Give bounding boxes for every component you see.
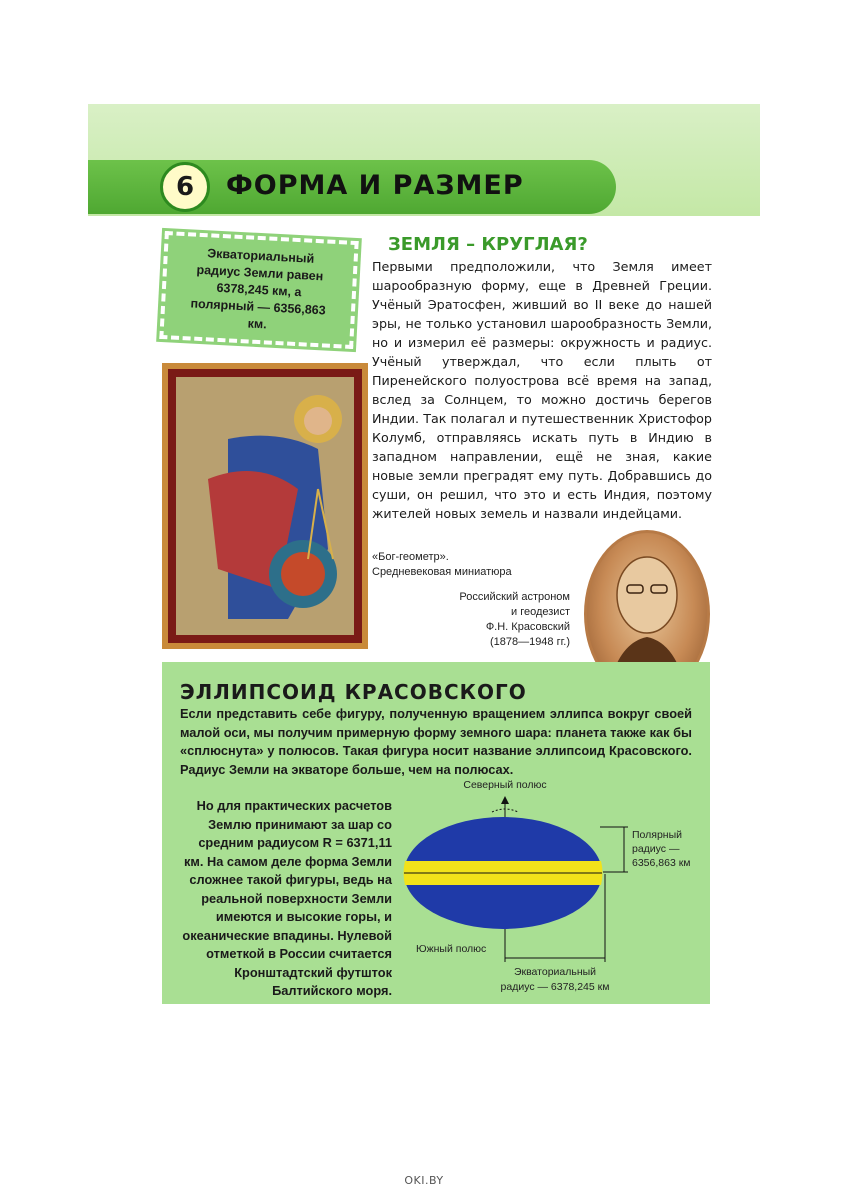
chapter-number: 6 — [160, 162, 210, 212]
equatorial-radius-label-2: радиус — 6378,245 км — [500, 981, 610, 993]
portrait-caption-line1: Российский астроном — [459, 591, 570, 603]
polar-radius-label-3: 6356,863 км — [632, 857, 691, 869]
portrait-caption — [400, 590, 570, 650]
portrait-caption-line3: Ф.Н. Красовский — [485, 621, 570, 633]
miniature-caption-title: «Бог-геометр». — [372, 551, 449, 563]
portrait-caption-line2: и геодезист — [511, 606, 570, 618]
polar-radius-label-2: радиус — — [632, 843, 680, 855]
watermark: OKI.BY — [404, 1174, 444, 1187]
section2-column-text: Но для практических расчетов Землю принимают за шар со средним радиусом R = 6371,11 км. На самом деле форма Земли сложнее такой фигуры, ведь на реальной поверхности Земли имеются и высокие горы, и океанические впадины. Нулевой отметкой в России считается Кронштадтский футшток Балтийского моря. — [182, 798, 392, 998]
section1-title: ЗЕМЛЯ – КРУГЛАЯ? — [388, 234, 588, 255]
axis-arrow-icon — [501, 796, 509, 804]
miniature-caption — [372, 550, 512, 580]
fact-stamp-text: Экваториальный радиус Земли равен 6378,245 км, а полярный — 6356,863 км. — [190, 245, 327, 331]
north-pole-label: Северный полюс — [463, 779, 547, 791]
chapter-title: ФОРМА И РАЗМЕР — [226, 170, 524, 201]
portrait-caption-line4: (1878—1948 гг.) — [489, 636, 570, 648]
ellipsoid-diagram — [400, 772, 708, 997]
equatorial-radius-label-1: Экваториальный — [513, 966, 597, 978]
section1-body: Первыми предположили, что Земля имеет шарообразную форму, еще в Древней Греции. Учёный Эратосфен, живший во II веке до нашей эры, не только установил шарообразность Земли, но и измерил её размеры: окружность и радиус. Учёный утверждал, что если плыть от Пиренейского полуострова всё время на запад, вслед за Солнцем, то можно достичь берегов Индии. Так полагал и путешественник Христофор Колумб, отправляясь искать путь в Индию в западном направлении, ещё не зная, какие новые земли преградят ему путь. Добравшись до суши, он решил, что это и есть Индия, поэтому жителей новых земель и назвали индейцами. — [372, 259, 712, 521]
south-pole-label: Южный полюс — [416, 943, 487, 955]
section2-title: ЭЛЛИПСОИД КРАСОВСКОГО — [180, 680, 527, 704]
section2-body: Если представить себе фигуру, полученную вращением эллипса вокруг своей малой оси, мы получим примерную форму земного шара: планета также как бы «сплюснута» у полюсов. Такая фигура носит название эллипсоид Красовского. Радиус Земли на экваторе больше, чем на полюсах. — [180, 706, 692, 777]
polar-radius-label-1: Полярный — [632, 829, 683, 841]
miniature-caption-sub: Средневековая миниатюра — [372, 566, 512, 578]
god-geometer-miniature — [162, 363, 368, 649]
miniature-illustration — [168, 369, 362, 643]
fact-stamp — [159, 231, 358, 349]
